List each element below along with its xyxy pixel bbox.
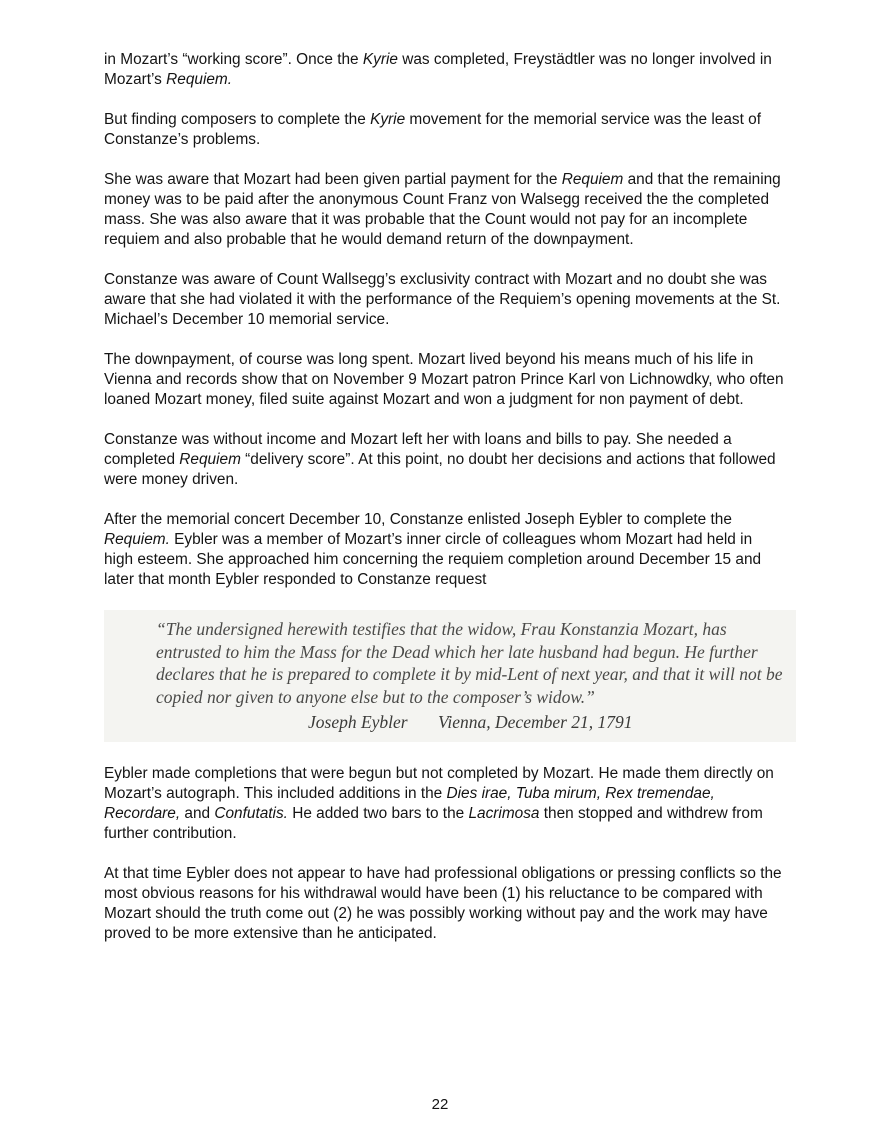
text-run: “delivery score”. At this point, no doubt her decisions and actions that followed were money driven. — [104, 451, 776, 488]
text-run: The downpayment, of course was long spent. Mozart lived beyond his means much of his life in Vienna and records show that on November 9 Mozart patron Prince Karl von Lichnowdky, who often loaned Mozart money, filed suite against Mozart and won a judgment for non payment of debt. — [104, 351, 784, 408]
text-run: movement for the memorial service was the least of Constanze’s problems. — [104, 111, 761, 148]
text-run: Constanze was aware of Count Wallsegg’s exclusivity contract with Mozart and no doubt she was aware that she had violated it with the performance of the Requiem’s opening movements at the St. Michael’s December 10 memorial service. — [104, 271, 781, 328]
italic-text: Requiem — [561, 171, 624, 188]
paragraph — [104, 270, 784, 330]
text-run: and that the remaining money was to be paid after the anonymous Count Franz von Walsegg received the the completed mass. She was also aware that it was probable that the Count would not pay for an incomplete requiem and also probable that he would demand return of the downpayment. — [104, 171, 781, 248]
paragraph — [104, 170, 784, 250]
italic-text: Kyrie — [370, 111, 406, 128]
italic-text: Dies irae, Tuba mirum, Rex tremendae, Recordare, — [104, 784, 715, 822]
quote-place-date: Vienna, December 21, 1791 — [438, 712, 633, 732]
text-run: At that time Eybler does not appear to have had professional obligations or pressing conflicts so the most obvious reasons for his withdrawal would have been (1) his reluctance to be compared with Mozart should the truth come out (2) he was possibly working without pay and the work may have proved to be more extensive than he anticipated. — [104, 864, 782, 942]
italic-text: Requiem. — [104, 531, 170, 548]
text-run: and — [180, 804, 215, 822]
paragraphs-before-quote — [104, 50, 784, 590]
paragraph — [104, 764, 784, 844]
italic-text: Confutatis. — [214, 804, 288, 822]
text-run: He added two bars to the — [287, 804, 469, 822]
paragraph — [104, 510, 784, 590]
quote-attribution — [156, 711, 796, 734]
quote-author: Joseph Eybler — [308, 712, 408, 732]
text-run: Eybler made completions that were begun but not completed by Mozart. He made them directly on Mozart’s autograph. This included additions in the — [104, 764, 774, 802]
text-run: then stopped and withdrew from further contribution. — [104, 804, 763, 842]
text-run: was completed, Freystädtler was no longer involved in Mozart’s — [104, 51, 772, 88]
quote-text: “The undersigned herewith testifies that the widow, Frau Konstanzia Mozart, has entrusted to him the Mass for the Dead which her late husband had begun. He further declares that he is prepared to complete it by mid-Lent of next year, and that it will not be copied nor given to anyone else but to the composer’s widow.” — [156, 619, 783, 707]
paragraphs-after-quote — [104, 764, 784, 944]
paragraph — [104, 430, 784, 490]
eybler-quote-block — [104, 610, 796, 742]
paragraph — [104, 110, 784, 150]
text-run: She was aware that Mozart had been given partial payment for the — [104, 171, 562, 188]
italic-text: Lacrimosa — [468, 804, 540, 822]
italic-text: Kyrie — [362, 51, 398, 68]
text-run: Eybler was a member of Mozart’s inner circle of colleagues whom Mozart had held in high esteem. She approached him concerning the requiem completion around December 15 and later that month Eybler responded to Constanze request — [104, 531, 762, 588]
text-run: Constanze was without income and Mozart left her with loans and bills to pay. She needed a completed — [104, 431, 732, 468]
body-text — [104, 50, 784, 964]
italic-text: Requiem. — [166, 71, 233, 88]
italic-text: Requiem — [179, 451, 241, 468]
text-run: But finding composers to complete the — [104, 111, 371, 128]
text-run: in Mozart’s “working score”. Once the — [104, 51, 363, 68]
text-run: After the memorial concert December 10, Constanze enlisted Joseph Eybler to complete the — [104, 511, 732, 528]
paragraph — [104, 864, 784, 944]
paragraph — [104, 350, 784, 410]
paragraph — [104, 50, 784, 90]
page-number: 22 — [431, 1096, 449, 1113]
